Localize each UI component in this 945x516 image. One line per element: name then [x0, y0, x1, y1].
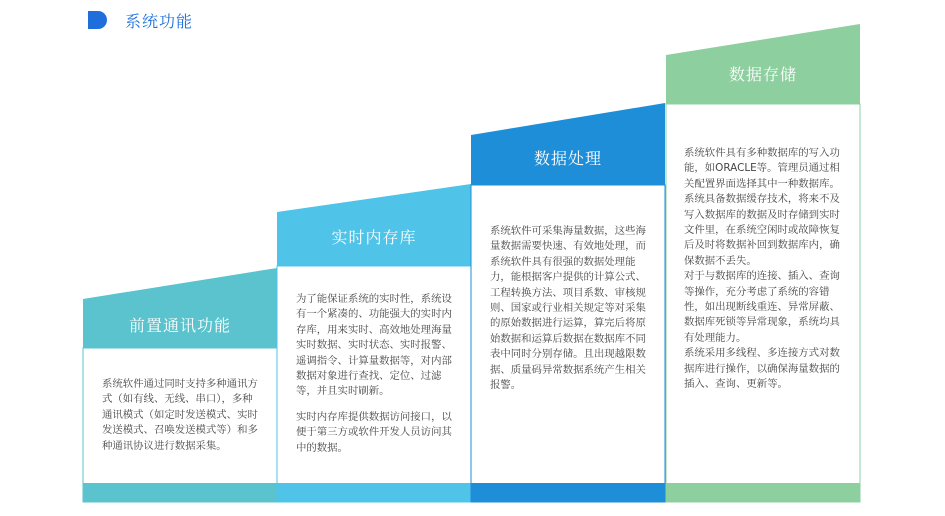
step-4-footer-bar: [666, 483, 860, 502]
step-4-paragraph-1: 系统软件具有多种数据库的写入功能，如ORACLE等。管理员通过相关配置界面选择其中一种数据库。: [684, 147, 840, 190]
step-4-paragraph-3: 对于与数据库的连接、插入、查询等操作，充分考虑了系统的容错性，如出现断线重连、异常屏蔽、数据库死锁等异常现象，系统均具有处理能力。: [684, 270, 840, 344]
step-4-paragraph-2: 系统具备数据缓存技术，将来不及写入数据库的数据及时存储到实时文件里，在系统空闲时或故障恢复后及时将数据补回到数据库内，确保数据不丢失。: [684, 193, 840, 267]
page-title: 系统功能: [125, 12, 194, 31]
step-3-footer-bar: [471, 483, 665, 502]
step-2-title: 实时内存库: [331, 228, 417, 247]
step-1-footer-bar: [83, 483, 277, 502]
step-1-title: 前置通讯功能: [128, 316, 231, 335]
step-4-paragraph-4: 系统采用多线程、多连接方式对数据库进行操作，以确保海量数据的插入、查询、更新等。: [684, 347, 840, 391]
step-2-footer-bar: [277, 483, 471, 502]
step-3-paragraph: 系统软件可采集海量数据，这些海量数据需要快速、有效地处理，而系统软件具有很强的数据处理能力，能根据客户提供的计算公式、工程转换方法、项目系数、审核规则、国家或行业相关规定等对采集的原始数据进行运算，算完后将原始数据和运算后数据在数据库不同表中同时分别存储。且出现越限数据、质量码异常数据系统产生相关报警。: [490, 225, 646, 392]
step-3-title: 数据处理: [533, 149, 602, 168]
step-4-body: [684, 146, 846, 393]
step-2-paragraph-2: 实时内存库提供数据访问接口，以便于第三方或软件开发人员访问其中的数据。: [296, 410, 452, 454]
step-3-body: [490, 224, 648, 393]
step-4-title: 数据存储: [728, 65, 797, 84]
step-1-header-bg: [83, 268, 277, 348]
step-1-paragraph: 系统软件通过同时支持多种通讯方式（如有线、无线、串口），多种通讯模式（如定时发送模式、实时发送模式、召唤发送模式等）和多种通讯协议进行数据采集。: [102, 378, 258, 452]
step-2-body: [296, 292, 454, 456]
step-1-body: [102, 377, 260, 454]
step-3-header-bg: [471, 103, 665, 185]
step-2-paragraph-1: 为了能保证系统的实时性，系统设有一个紧凑的、功能强大的实时内存库，用来实时、高效地处理海量实时数据、实时状态、实时报警、遥调指令、计算量数据等，对内部数据对象进行查找、定位、过滤等，并且实时刷新。: [296, 293, 452, 398]
